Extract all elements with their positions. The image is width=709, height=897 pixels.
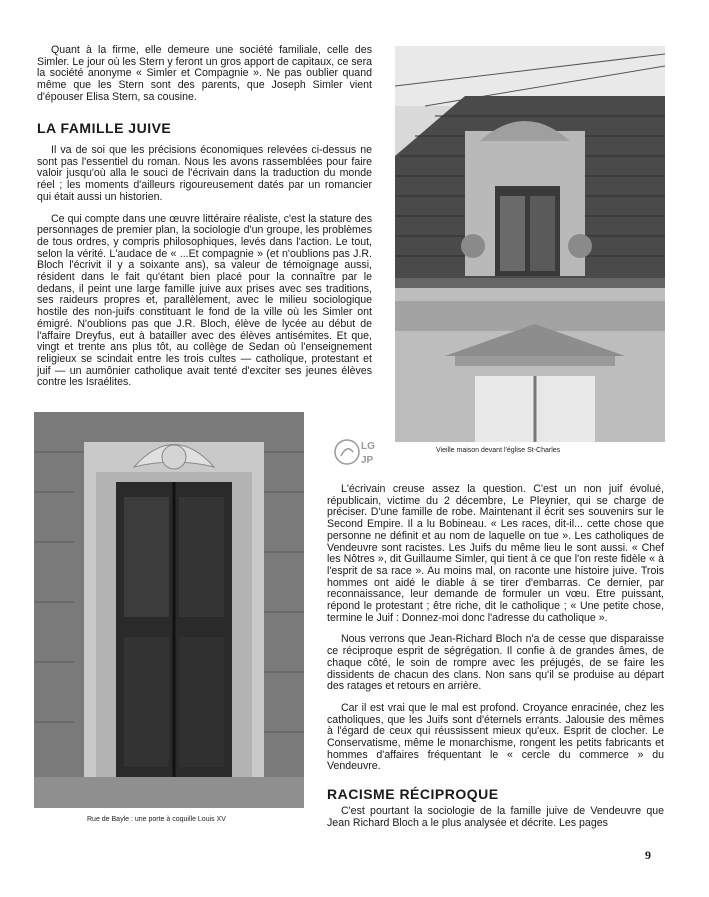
section1-text — [37, 145, 372, 399]
lgjp-logo — [333, 432, 377, 472]
right-paragraph-2: Nous verrons que Jean-Richard Bloch n'a de cesse que disparaisse ce réciproque esprit de ségrégation. Il confie à de grandes âmes, de chaque côté, le soin de rompre avec les préjugés, de se faire les dissidents de chacun des clans. Non sans qu'il se produise au départ des ratages et retours en arrière. — [327, 633, 664, 693]
logo-text-line2: JP — [361, 455, 374, 466]
intro-text — [37, 45, 372, 114]
intro-paragraph: Quant à la firme, elle demeure une société familiale, celle des Simler. Le jour où les Stern y feront un gros apport de capitaux, ce sera la société anonyme « Simler et Compagnie ». Ne pas oublier quand même que les Stern sont des parents, que Joseph Simler vient d'épouser Elisa Stern, sa cousine. — [37, 44, 372, 103]
page-number: 9 — [645, 848, 651, 862]
lgjp-logo-mark — [333, 432, 377, 472]
section1-paragraph-1: Il va de soi que les précisions économiques relevées ci-dessus ne sont pas l'essentiel du roman. Nous les avons rassemblées pour faire valoir jusqu'où alla le souci de l'écrivain dans la traduction du monde réel ; les moments d'ailleurs rigoureusement datés par un romancier qui était aussi un historien. — [37, 144, 372, 203]
right-column-text — [327, 484, 664, 783]
section-heading-racisme-reciproque: RACISME RÉCIPROQUE — [327, 786, 499, 802]
photo-old-house — [395, 46, 665, 442]
right-paragraph-1: L'écrivain creuse assez la question. C'est un non juif évolué, républicain, victime du 2 décembre, Le Pleynier, qui se charge de préciser. D'une famille de robe. Maintenant il écrit ses souvenirs sur le Second Empire. Il a lu Bobineau. « Les races, dit-il... cette chose que personne ne définit et au nom de laquelle on tue ». Les catholiques de Vendeuvre sont racistes. Les Juifs du même lieu le sont aussi. « Chef les Nôtres », dit Guillaume Simler, qui tient à ce que l'on reste fidèle « à l'esprit de sa race ». Au moins mal, on raconte une histoire juive. Trois hommes ont aidé le diable à se tirer d'embarras. Ce dernier, par reconnaissance, leur demande de formuler un vœu. Etre puissant, répond le protestant ; être riche, dit le catholique ; « Une petite chose, termine le Juif : Donnez-moi donc l'adresse du catholique ». — [327, 483, 664, 624]
section1-paragraph-2: Ce qui compte dans une œuvre littéraire réaliste, c'est la stature des personnages de premier plan, la sociologie d'un groupe, les problèmes de tous ordres, y compris philosophiques, levés dans l'action. Le tout, selon la vérité. L'audace de « ...Et compagnie » (et n'oublions pas J.R. Bloch l'écrivit il y a soixante ans), sa valeur de témoignage aussi, résident dans le fait qu'étant bien placé pour la connaître par le dedans, il peint une large famille juive aux prises avec ses traditions, ses raideurs propres et, parallèlement, avec le milieu sociologique hostile des non-juifs constituant le fond de la ville où les Simler ont émigré. N'oublions pas que J.R. Bloch, élève de lycée au début de l'affaire Dreyfus, eut à batailler avec des élèves antisémites. Et que, vingt et trente ans plus tôt, au collège de Sedan où l'enseignement religieux se scindait entre les trois cultes — catholique, protestant et juif — un aumônier catholique avait tenté d'exciter ses jeunes élèves contre les Israélites. — [37, 212, 372, 389]
door-illustration — [34, 412, 304, 808]
section2-text — [327, 806, 664, 839]
section-heading-famille-juive: LA FAMILLE JUIVE — [37, 120, 172, 136]
right-paragraph-3: Car il est vrai que le mal est profond. Croyance enracinée, chez les catholiques, que les Juifs sont d'éternels errants. Jalousie des mêmes à l'égard de ceux qui réussissent mieux qu'eux. Esprit de clocher. Le Conservatisme, même le monarchisme, rongent les petits fabricants et hommes d'affaires fréquentant le « cercle du commerce » du Vendeuvre. — [327, 701, 664, 773]
logo-text-line1: LG — [361, 441, 375, 452]
old-house-illustration — [395, 46, 665, 442]
caption-door: Rue de Bayle : une porte à coquille Louis XV — [87, 816, 226, 823]
caption-old-house: Vieille maison devant l'église St-Charles — [436, 447, 561, 454]
photo-door — [34, 412, 304, 808]
section2-paragraph-1: C'est pourtant la sociologie de la famille juive de Vendeuvre que Jean Richard Bloch a le plus analysée et décrite. Les pages — [327, 805, 664, 829]
